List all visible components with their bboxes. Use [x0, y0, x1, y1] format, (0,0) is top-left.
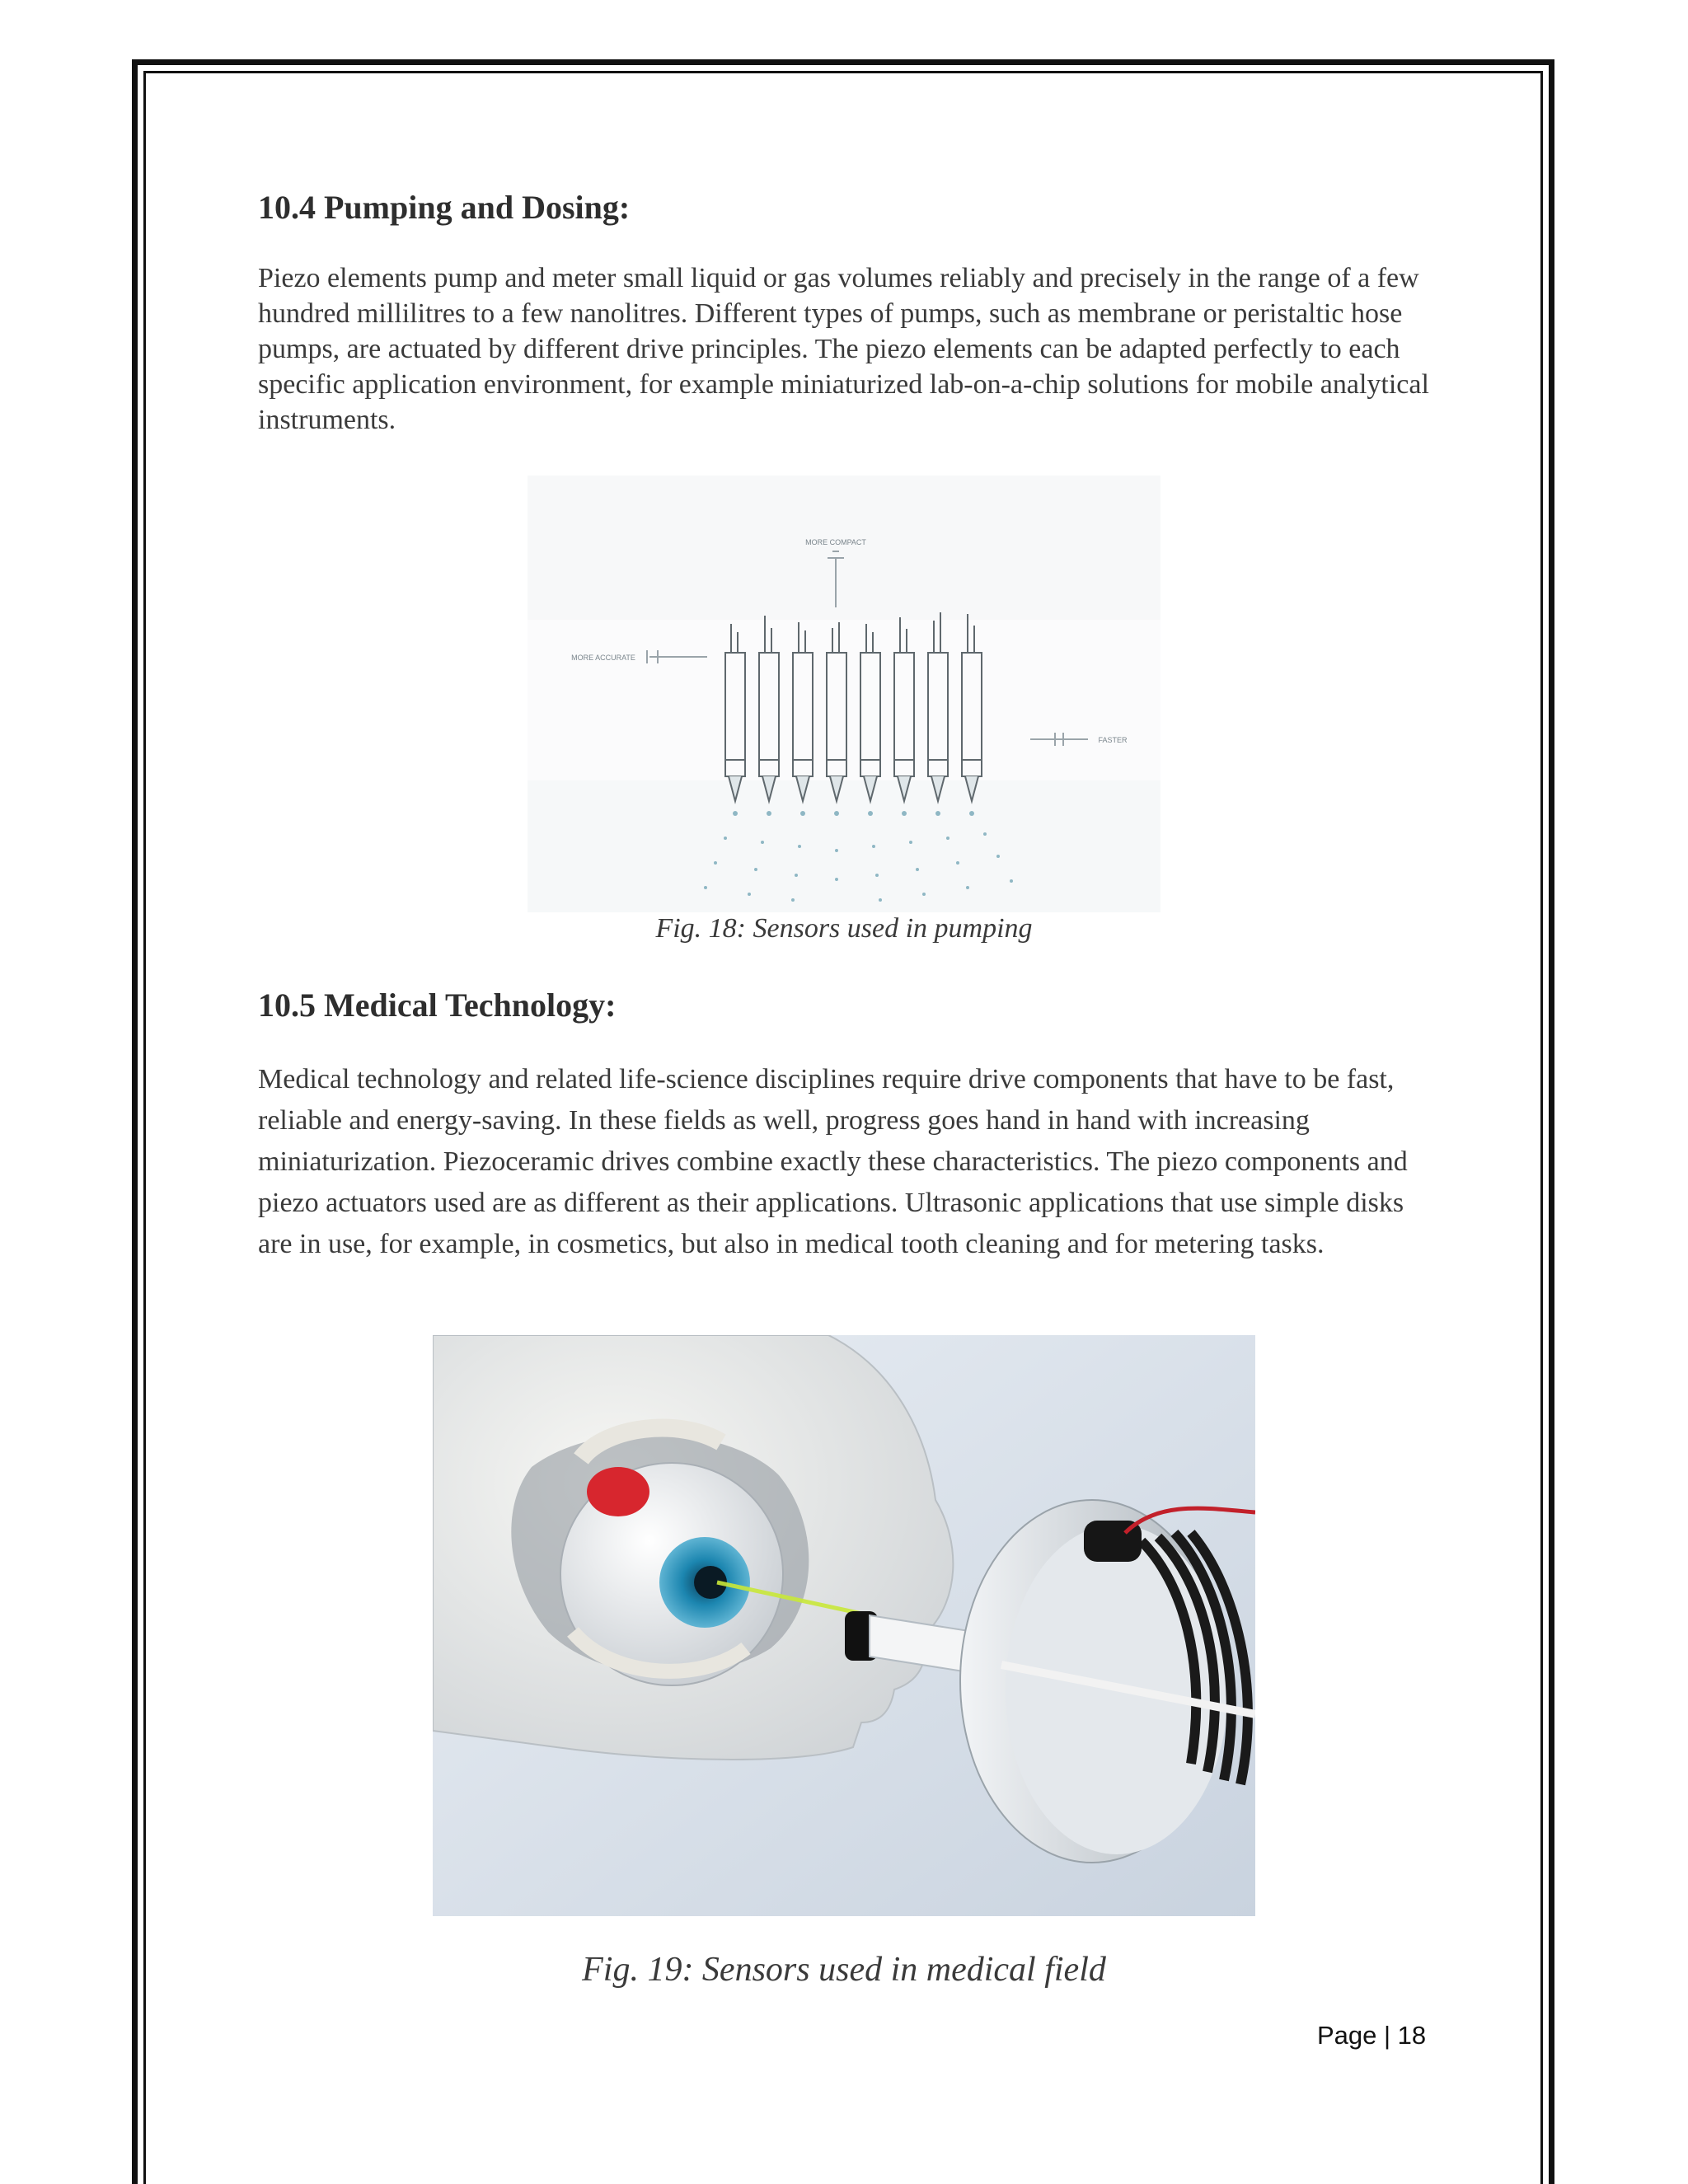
section-heading-medical: 10.5 Medical Technology: — [258, 987, 617, 1024]
label-faster: FASTER — [1098, 736, 1128, 744]
section-heading-pumping: 10.4 Pumping and Dosing: — [258, 189, 631, 226]
figure-caption-medical: Fig. 19: Sensors used in medical field — [582, 1951, 1106, 1989]
paragraph-medical: Medical technology and related life-science disciplines require drive components that have to be fast, reliable and energy-saving. In these fields as well, progress goes hand in hand with increasing miniaturization. Piezoceramic drives combine exactly these characteristics. The piezo components and piezo actuators used are as different as their applications. Ultrasonic applications that use simple disks are in use, for example, in cosmetics, but also in medical tooth cleaning and for metering tasks. — [258, 1064, 1408, 1259]
pipette-array-illustration — [528, 476, 1160, 912]
paragraph-pumping: Piezo elements pump and meter small liquid or gas volumes reliably and precisely in the range of a few hundred millilitres to a few nanolitres. Different types of pumps, such as membrane or peristaltic hose pumps, are actuated by different drive principles. The piezo elements can be adapted perfectly to each specific application environment, for example miniaturized lab-on-a-chip solutions for mobile analytical instruments. — [258, 263, 1429, 435]
label-more-accurate: MORE ACCURATE — [571, 654, 635, 662]
label-more-compact: MORE COMPACT — [805, 538, 866, 546]
figure-medical — [433, 1335, 1255, 1916]
page-number: Page | 18 — [1317, 2021, 1427, 2050]
figure-caption-pumping: Fig. 18: Sensors used in pumping — [655, 913, 1033, 944]
eye-muscle-red — [587, 1467, 649, 1516]
eye-ultrasound-illustration — [433, 1335, 1255, 1916]
figure-pumping — [528, 476, 1160, 912]
